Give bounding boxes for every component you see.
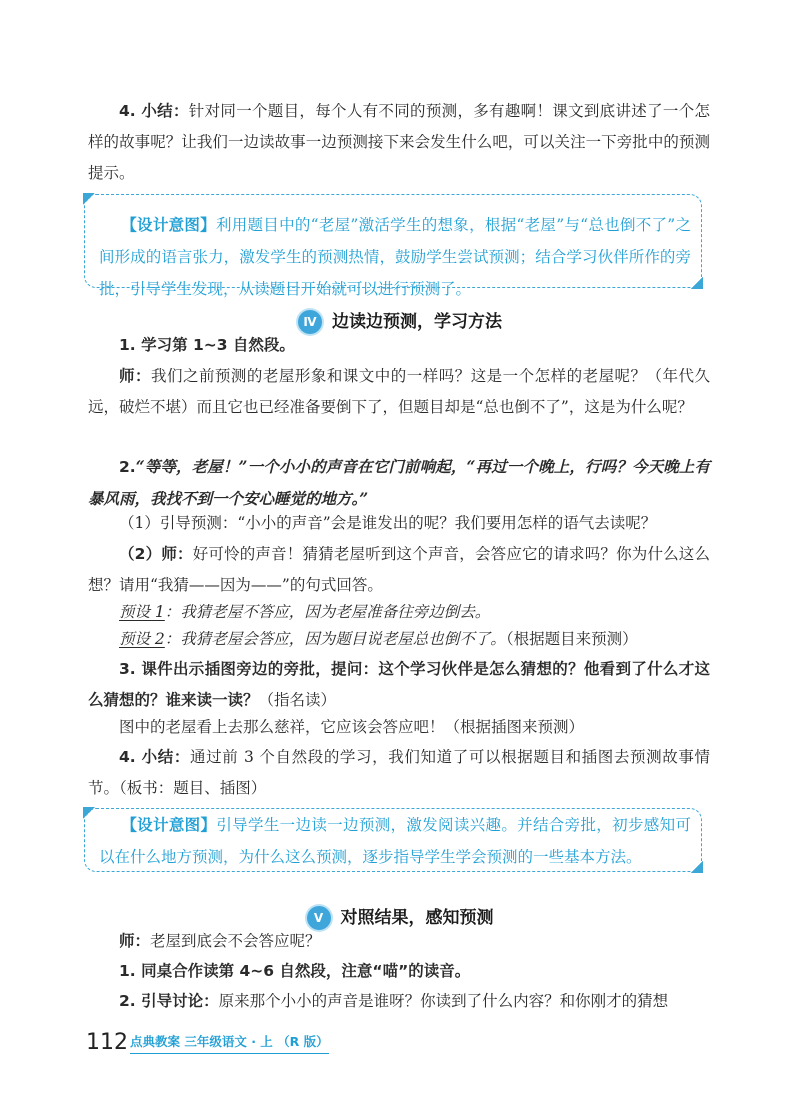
roman-numeral-badge: Ⅴ — [307, 906, 331, 930]
item-text: 原来那个小小的声音是谁呀？你读到了什么内容？和你刚才的猜想 — [218, 992, 669, 1010]
teacher-label: 师： — [119, 932, 151, 950]
summary-text: 通过前 3 个自然段的学习，我们知道了可以根据题目和插图去预测故事情节。（板书：题目、插图） — [88, 748, 711, 797]
preset-label: 预设 2 — [119, 630, 165, 648]
box-corner-ornament — [83, 193, 95, 205]
preset-2 — [88, 624, 710, 655]
design-intent-tag: 【设计意图】 — [121, 215, 216, 234]
list-item-3 — [88, 654, 710, 716]
item-number: 2. — [119, 458, 136, 476]
design-intent-text: 利用题目中的“老屋”激活学生的想象，根据“老屋”与“总也倒不了”之间形成的语言张力，激发学生的预测热情，鼓励学生尝试预测；结合学习伙伴所作的旁批，引导学生发现，从读题目开始就可以进行预测了。 — [99, 216, 691, 298]
sub-item-2 — [88, 539, 710, 601]
preset-note: （根据题目来预测） — [505, 630, 638, 648]
box-corner-ornament — [691, 861, 703, 873]
list-item-4 — [88, 742, 710, 804]
roman-numeral-badge: Ⅳ — [298, 310, 322, 334]
list-item-1b: 1. 同桌合作读第 4~6 自然段，注意“喵”的读音。 — [119, 962, 471, 980]
summary-paragraph — [88, 96, 710, 189]
teacher-paragraph-2 — [88, 926, 710, 957]
book-title: 点典教案 三年级语文 · 上 （R 版） — [130, 1032, 329, 1054]
box-corner-ornament — [83, 807, 95, 819]
illustration-caption-line: 图中的老屋看上去那么慈祥，它应该会答应吧！（根据插图来预测） — [119, 718, 585, 736]
teacher-text: 我们之前预测的老屋形象和课文中的一样吗？这是一个怎样的老屋呢？（年代久远，破烂不堪）而且它也已经准备要倒下了，但题目却是“总也倒不了”，这是为什么呢？ — [88, 367, 710, 416]
teacher-paragraph — [88, 361, 710, 423]
summary-text: 针对同一个题目，每个人有不同的预测，多有趣啊！课文到底讲述了一个怎样的故事呢？让我们一边读故事一边预测接下来会发生什么吧，可以关注一下旁批中的预测提示。 — [88, 102, 710, 182]
preset-label: 预设 1 — [119, 603, 165, 621]
sub-item-text: 好可怜的声音！猜猜老屋听到这个声音，会答应它的请求吗？你为什么这么想？请用“我猜——因为——”的句式回答。 — [88, 545, 710, 594]
design-intent-tag: 【设计意图】 — [121, 815, 217, 834]
quote-text: “等等，老屋！”一个小小的声音在它门前响起，“再过一个晚上，行吗？今天晚上有暴风雨，我找不到一个安心睡觉的地方。” — [88, 457, 710, 508]
list-item-2 — [88, 451, 710, 515]
item-note: （指名读） — [258, 691, 337, 709]
item-label: 2. 引导讨论： — [119, 992, 219, 1010]
section-title: 边读边预测，学习方法 — [332, 312, 502, 332]
design-intent-box-1 — [84, 194, 702, 298]
list-item-1: 1. 学习第 1~3 自然段。 — [119, 336, 295, 354]
design-intent-box-2 — [84, 808, 702, 872]
item-question: 3. 课件出示插图旁边的旁批，提问：这个学习伙伴是怎么猜想的？他看到了什么才这么猜想的？谁来读一读？ — [88, 660, 710, 709]
section-title: 对照结果，感知预测 — [340, 908, 494, 928]
preset-text: ：我猜老屋会答应，因为题目说老屋总也倒不了。 — [164, 630, 506, 648]
summary-label: 4. 小结： — [119, 102, 189, 120]
summary-label: 4. 小结： — [119, 748, 191, 766]
sub-item-label: （2）师： — [119, 545, 193, 563]
teacher-text: 老屋到底会不会答应呢？ — [150, 932, 321, 950]
preset-text: ：我猜老屋不答应，因为老屋准备往旁边倒去。 — [164, 603, 491, 621]
design-intent-text: 引导学生一边读一边预测，激发阅读兴趣。并结合旁批，初步感知可以在什么地方预测，为什么这么预测，逐步指导学生学会预测的一些基本方法。 — [99, 816, 691, 866]
box-corner-ornament — [691, 277, 703, 289]
page-number: 112 — [86, 1030, 128, 1055]
list-item-2b — [88, 986, 710, 1017]
sub-item-1: （1）引导预测：“小小的声音”会是谁发出的呢？我们要用怎样的语气去读呢？ — [119, 514, 657, 532]
teacher-label: 师： — [119, 367, 151, 385]
